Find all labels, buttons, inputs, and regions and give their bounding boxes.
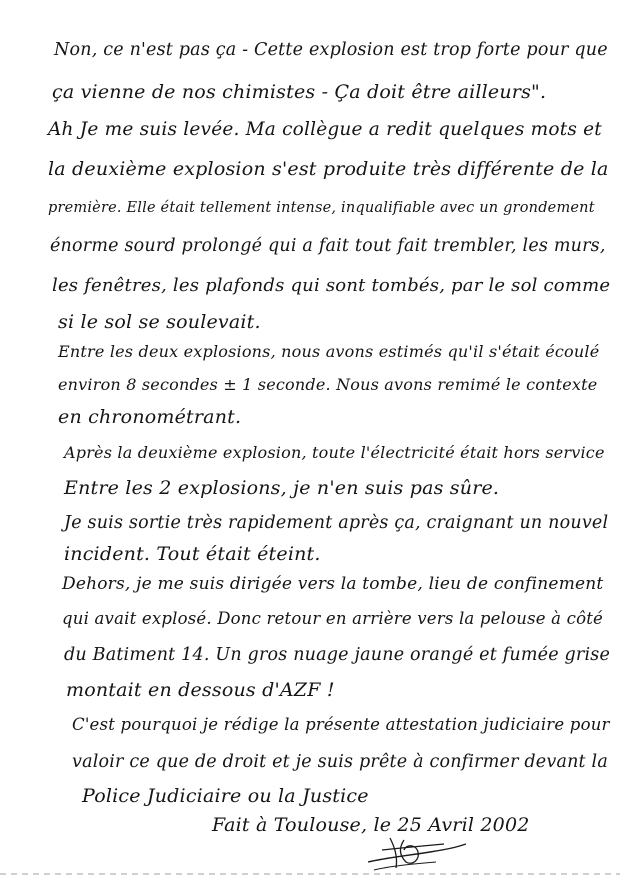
text-line-7: les fenêtres, les plafonds qui sont tombés, par le sol comme: [52, 275, 611, 296]
text-line-4: la deuxième explosion s'est produite très différente de la: [48, 158, 609, 180]
text-line-19: montait en dessous d'AZF !: [66, 679, 335, 701]
text-line-1: Non, ce n'est pas ça - Cette explosion est trop forte pour que: [54, 40, 608, 60]
text-line-18: du Batiment 14. Un gros nuage jaune orangé et fumée grise: [64, 645, 611, 665]
text-line-11: en chronométrant.: [58, 406, 242, 428]
text-line-8: si le sol se soulevait.: [58, 311, 261, 333]
text-line-17: qui avait explosé. Donc retour en arrière vers la pelouse à côté: [62, 609, 604, 628]
text-line-16: Dehors, je me suis dirigée vers la tombe, lieu de confinement: [62, 574, 604, 594]
text-line-15: incident. Tout était éteint.: [64, 543, 321, 565]
closing-place-date: Fait à Toulouse, le 25 Avril 2002: [212, 814, 530, 836]
text-line-22: Police Judiciaire ou la Justice: [82, 785, 369, 807]
text-line-10: environ 8 secondes ± 1 seconde. Nous avons remimé le contexte: [58, 375, 598, 394]
text-line-14: Je suis sortie très rapidement après ça, craignant un nouvel: [64, 513, 609, 533]
text-line-5: première. Elle était tellement intense, inqualifiable avec un grondement: [48, 200, 595, 216]
text-line-12: Après la deuxième explosion, toute l'électricité était hors service: [64, 443, 605, 462]
text-line-21: valoir ce que de droit et je suis prête à confirmer devant la: [72, 752, 608, 772]
text-line-9: Entre les deux explosions, nous avons estimés qu'il s'était écoulé: [58, 342, 600, 361]
text-line-2: ça vienne de nos chimistes - Ça doit être ailleurs".: [52, 81, 547, 103]
scan-bottom-edge: [0, 873, 620, 875]
text-line-13: Entre les 2 explosions, je n'en suis pas sûre.: [64, 477, 500, 499]
text-line-6: énorme sourd prolongé qui a fait tout fait trembler, les murs,: [50, 236, 606, 256]
text-line-20: C'est pourquoi je rédige la présente attestation judiciaire pour: [72, 715, 610, 734]
handwritten-signature: [360, 832, 470, 872]
text-line-3: Ah Je me suis levée. Ma collègue a redit quelques mots et: [48, 119, 602, 140]
